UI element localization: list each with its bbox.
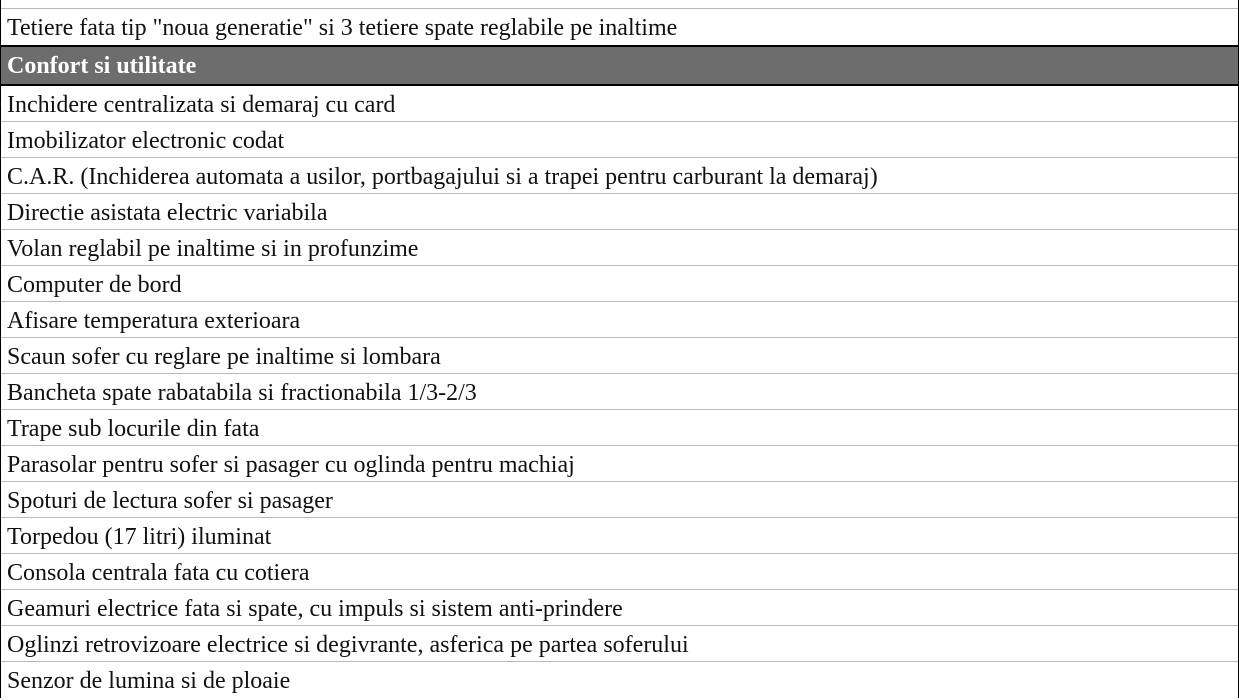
table-cell: Tetiere fata tip "noua generatie" si 3 tetiere spate reglabile pe inaltime	[7, 15, 678, 41]
table-cell: Consola centrala fata cu cotiera	[7, 560, 310, 586]
table-row	[1, 662, 1238, 698]
table-row	[1, 158, 1238, 194]
table-cell: Volan reglabil pe inaltime si in profunzime	[7, 236, 419, 262]
table-cell: Spoturi de lectura sofer si pasager	[7, 488, 333, 514]
table-row	[1, 410, 1238, 446]
table-row	[1, 302, 1238, 338]
table-cell: Geamuri electrice fata si spate, cu impuls si sistem anti-prindere	[7, 596, 623, 622]
table-cell: Parasolar pentru sofer si pasager cu oglinda pentru machiaj	[7, 452, 575, 478]
table-row	[1, 266, 1238, 302]
table-row	[1, 374, 1238, 410]
table-row	[1, 590, 1238, 626]
table-row	[1, 518, 1238, 554]
table-cell: Trape sub locurile din fata	[7, 416, 260, 442]
table-row	[1, 86, 1238, 122]
table-row	[1, 554, 1238, 590]
section-header	[1, 47, 1238, 86]
table-cell: Torpedou (17 litri) iluminat	[7, 524, 272, 550]
table-row	[1, 230, 1238, 266]
section-title: Confort si utilitate	[7, 53, 197, 79]
table-cell: Imobilizator electronic codat	[7, 128, 285, 154]
table-row	[1, 626, 1238, 662]
table-cell: Bancheta spate rabatabila si fractionabila 1/3-2/3	[7, 380, 477, 406]
table-cell: Directie asistata electric variabila	[7, 200, 328, 226]
table-row	[1, 446, 1238, 482]
table-cell: Computer de bord	[7, 272, 182, 298]
table-row	[1, 122, 1238, 158]
table-row	[1, 0, 1238, 9]
table-cell: Oglinzi retrovizoare electrice si degivrante, asferica pe partea soferului	[7, 632, 689, 658]
table-cell: Senzor de lumina si de ploaie	[7, 668, 291, 694]
table-row	[1, 338, 1238, 374]
table-cell: Afisare temperatura exterioara	[7, 308, 301, 334]
table-row	[1, 482, 1238, 518]
table-cell: Inchidere centralizata si demaraj cu card	[7, 92, 396, 118]
table-cell: Scaun sofer cu reglare pe inaltime si lombara	[7, 344, 441, 370]
table-cell: C.A.R. (Inchiderea automata a usilor, portbagajului si a trapei pentru carburant la demaraj)	[7, 164, 878, 190]
table-row	[1, 194, 1238, 230]
table-row	[1, 9, 1238, 47]
